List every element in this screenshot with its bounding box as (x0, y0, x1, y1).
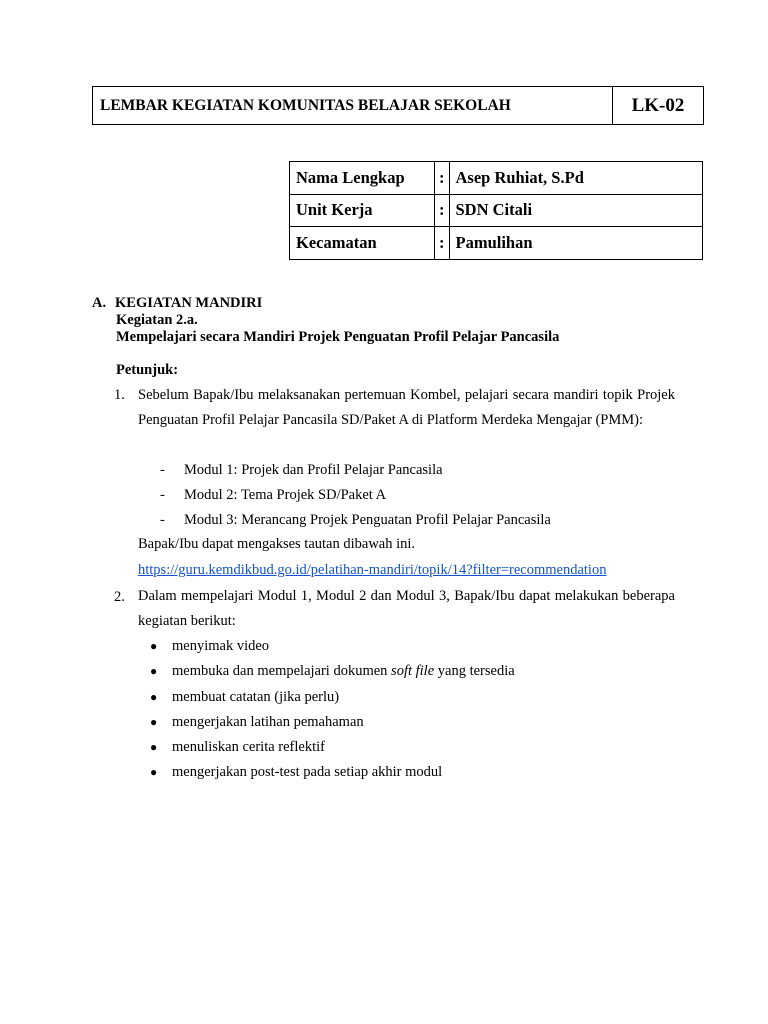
table-row (290, 227, 703, 260)
list-item (150, 764, 442, 781)
table-row (290, 194, 703, 227)
step-text: Sebelum Bapak/Ibu melaksanakan pertemuan Kombel, pelajari secara mandiri topik Projek Penguatan Profil Pelajar Pancasila SD/Paket A di Platform Merdeka Mengajar (PMM): (138, 387, 675, 429)
document-code: LK-02 (631, 94, 685, 116)
info-value: Pamulihan (449, 227, 703, 260)
list-item (150, 714, 364, 731)
dash-marker: - (160, 462, 165, 478)
access-text: Bapak/Ibu dapat mengakses tautan dibawah ini. (138, 536, 416, 552)
bullet-text: menuliskan cerita reflektif (172, 739, 325, 755)
bullet-italic-text: soft file (391, 663, 435, 679)
bullet-text-end: yang tersedia (434, 663, 515, 679)
bullet-text: menyimak video (172, 638, 270, 654)
info-colon: : (435, 227, 450, 260)
table-row (290, 162, 703, 195)
instructions-label: Petunjuk: (116, 362, 179, 378)
module-text: Modul 1: Projek dan Profil Pelajar Pancasila (184, 462, 443, 478)
list-item (150, 638, 269, 655)
bullet-icon: ● (150, 765, 158, 779)
dash-marker: - (160, 512, 165, 528)
bullet-icon: ● (150, 639, 158, 653)
list-item (150, 739, 325, 756)
bullet-icon: ● (150, 715, 158, 729)
header-box (92, 86, 704, 125)
info-label: Nama Lengkap (290, 162, 435, 195)
section-title: KEGIATAN MANDIRI (115, 295, 263, 311)
section-letter: A. (92, 295, 107, 311)
bullet-text: membuka dan mempelajari dokumen (172, 663, 392, 679)
bullet-text: mengerjakan latihan pemahaman (172, 714, 364, 730)
info-value: Asep Ruhiat, S.Pd (449, 162, 703, 195)
list-item (150, 663, 515, 680)
module-text: Modul 3: Merancang Projek Penguatan Profil Pelajar Pancasila (184, 512, 551, 528)
info-label: Kecamatan (290, 227, 435, 260)
module-link[interactable]: https://guru.kemdikbud.go.id/pelatihan-mandiri/topik/14?filter=recommendation (138, 562, 607, 578)
bullet-text: mengerjakan post-test pada setiap akhir modul (172, 764, 443, 780)
bullet-icon: ● (150, 664, 158, 678)
info-label: Unit Kerja (290, 194, 435, 227)
document-title: LEMBAR KEGIATAN KOMUNITAS BELAJAR SEKOLAH (93, 87, 613, 124)
step-text: Dalam mempelajari Modul 1, Modul 2 dan Modul 3, Bapak/Ibu dapat melakukan beberapa kegiatan berikut: (138, 588, 675, 630)
list-item (160, 462, 443, 479)
info-colon: : (435, 162, 450, 195)
list-item (160, 512, 551, 529)
list-item (160, 487, 386, 504)
step-number: 1. (114, 387, 125, 403)
activity-title: Mempelajari secara Mandiri Projek Penguatan Profil Pelajar Pancasila (116, 329, 560, 345)
identity-table (289, 161, 703, 260)
section-heading (92, 295, 262, 311)
info-value: SDN Citali (449, 194, 703, 227)
list-item (150, 689, 339, 706)
step-number: 2. (114, 589, 125, 605)
bullet-icon: ● (150, 690, 158, 704)
dash-marker: - (160, 487, 165, 503)
info-colon: : (435, 194, 450, 227)
bullet-text: membuat catatan (jika perlu) (172, 689, 340, 705)
module-text: Modul 2: Tema Projek SD/Paket A (184, 487, 387, 503)
bullet-icon: ● (150, 740, 158, 754)
activity-number: Kegiatan 2.a. (116, 312, 198, 328)
